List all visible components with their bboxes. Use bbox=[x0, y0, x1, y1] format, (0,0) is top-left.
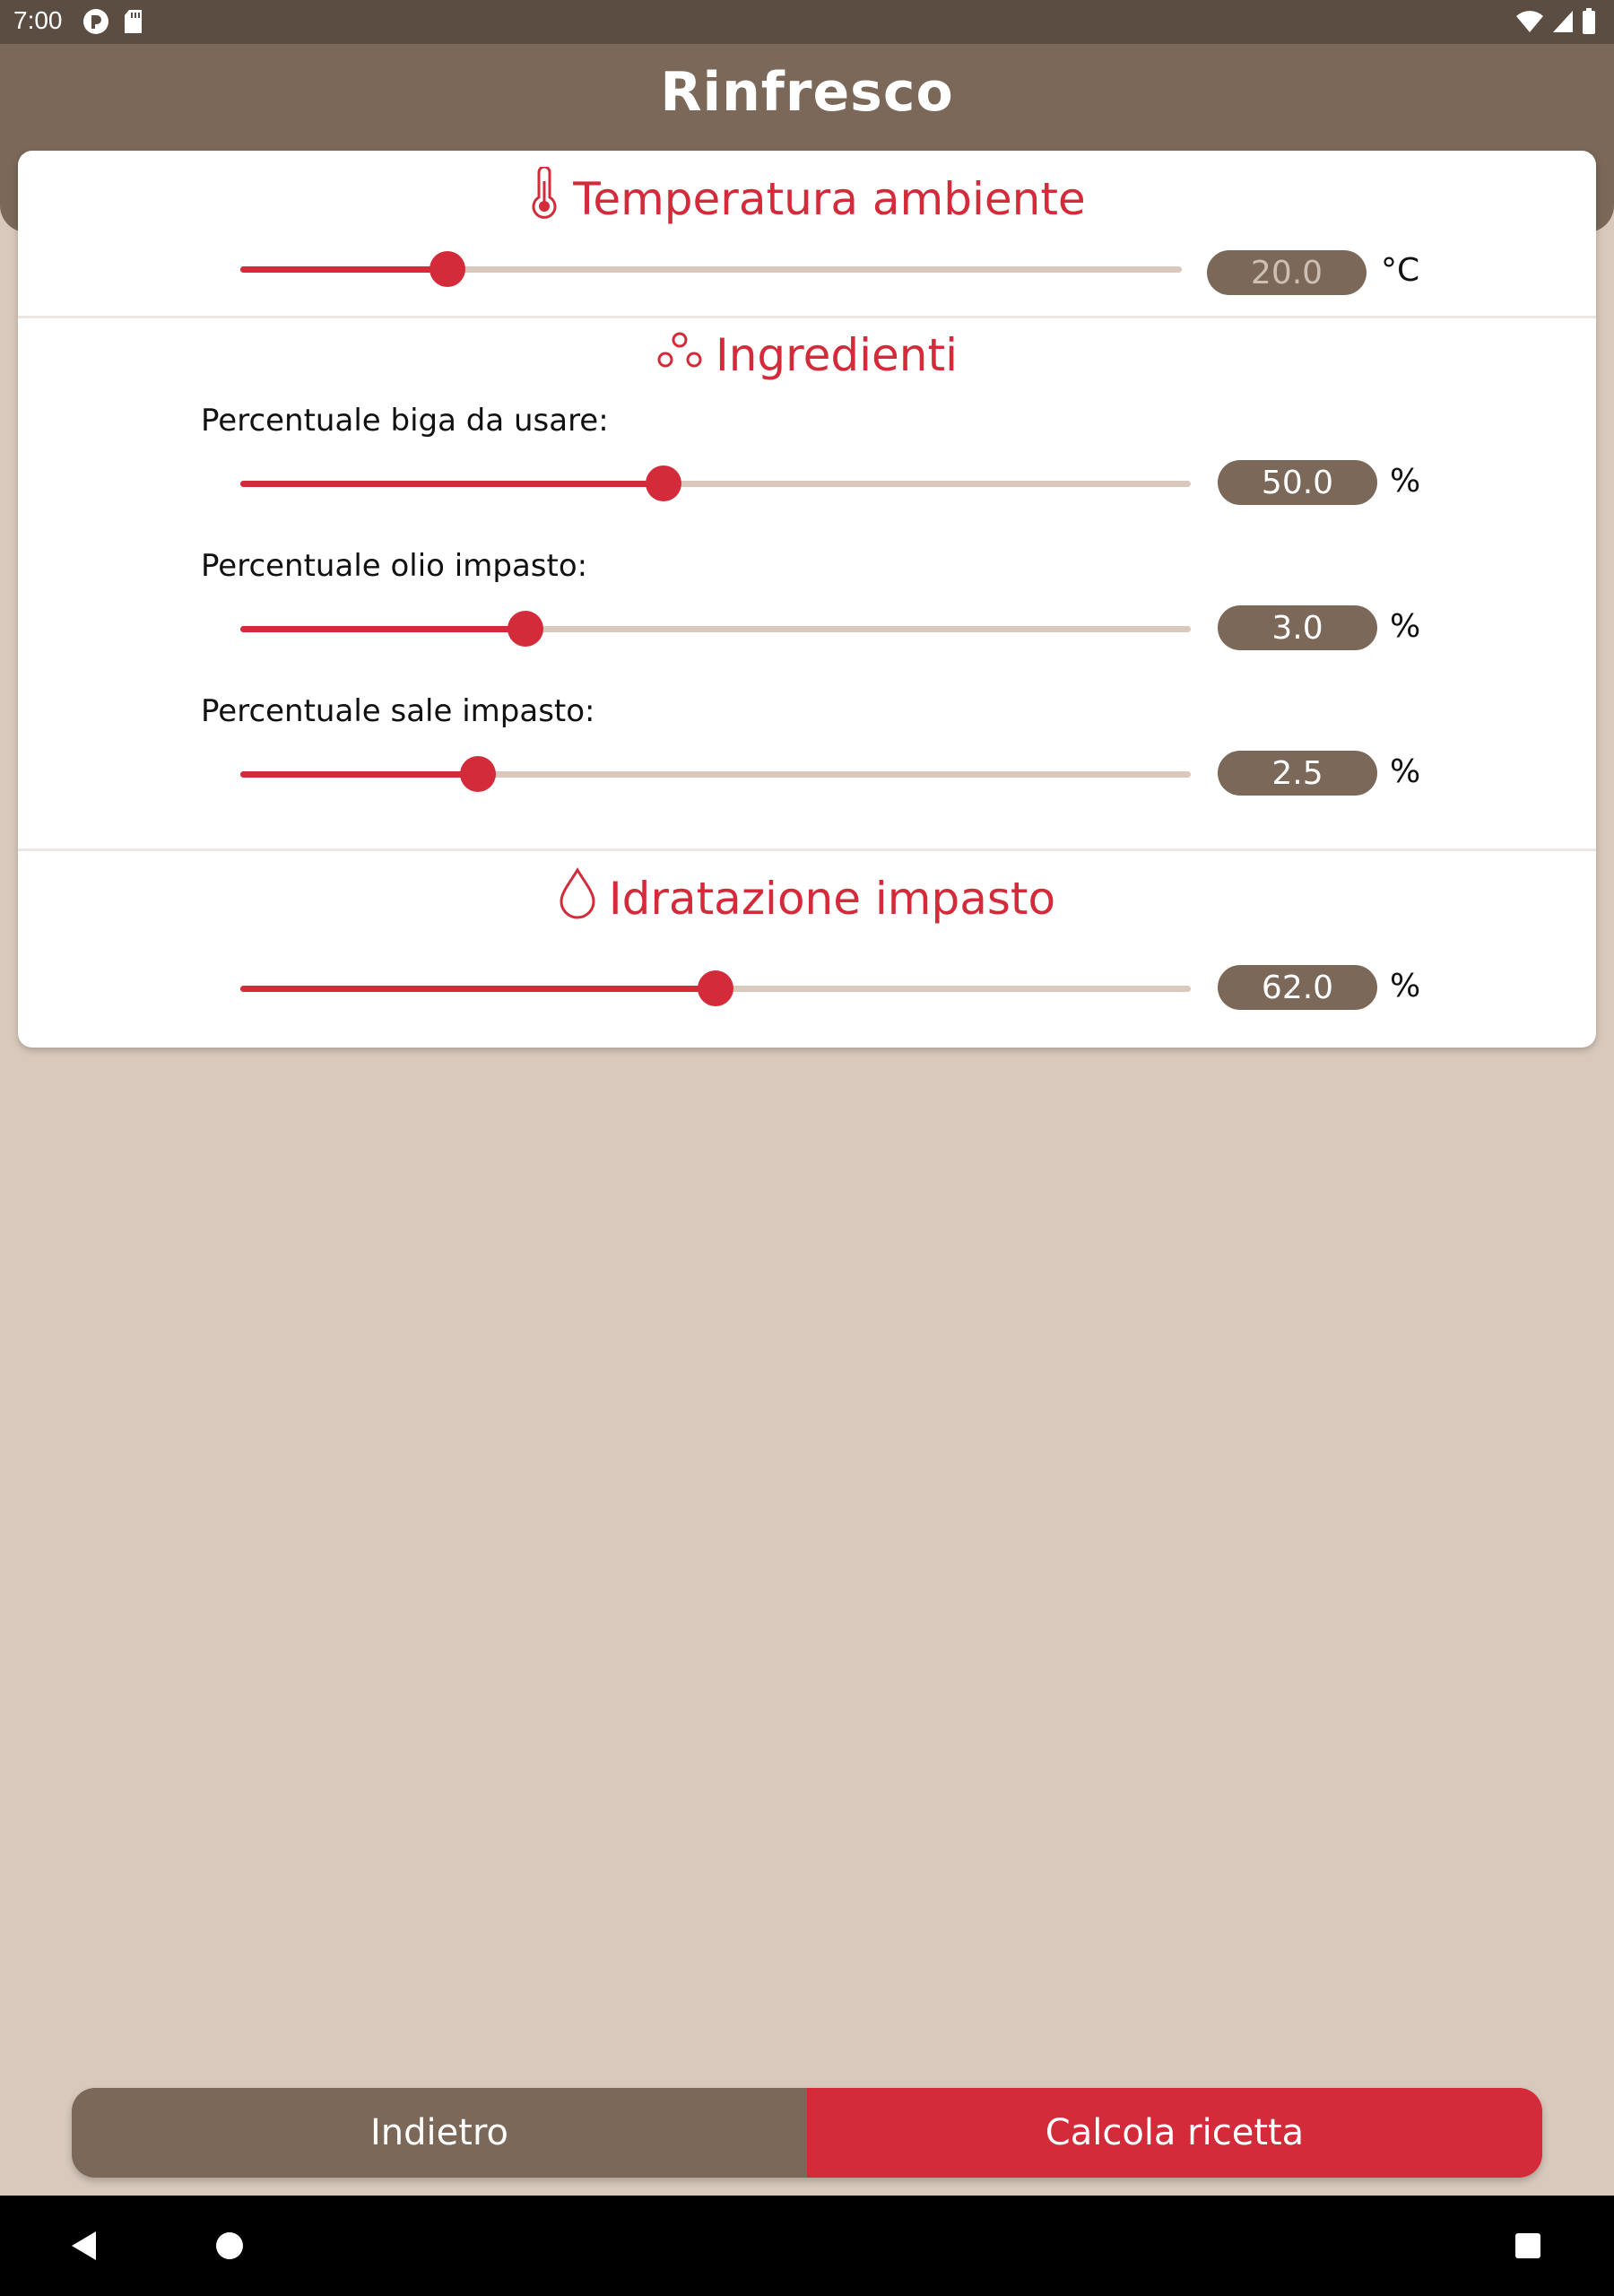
sale-slider-fill bbox=[240, 771, 478, 778]
biga-unit: % bbox=[1390, 463, 1421, 500]
ingredients-title-text: Ingredienti bbox=[716, 329, 958, 381]
temperature-slider-fill bbox=[240, 266, 447, 273]
temperature-section bbox=[18, 151, 1596, 316]
temperature-slider[interactable] bbox=[240, 266, 1182, 273]
back-icon[interactable] bbox=[48, 2196, 120, 2296]
ingredients-section bbox=[18, 316, 1596, 848]
hydration-slider-thumb[interactable] bbox=[698, 970, 733, 1006]
olio-value[interactable]: 3.0 bbox=[1218, 605, 1377, 650]
sale-label: Percentuale sale impasto: bbox=[201, 693, 595, 729]
biga-slider-fill bbox=[240, 481, 664, 487]
hydration-title bbox=[18, 867, 1596, 930]
temperature-title bbox=[18, 167, 1596, 231]
home-icon[interactable] bbox=[194, 2196, 265, 2296]
status-right-icons bbox=[1515, 8, 1596, 39]
recents-icon[interactable] bbox=[1492, 2196, 1564, 2296]
biga-value[interactable]: 50.0 bbox=[1218, 460, 1377, 505]
sale-slider-thumb[interactable] bbox=[460, 756, 496, 792]
status-left-icons bbox=[82, 8, 143, 39]
temperature-slider-thumb[interactable] bbox=[430, 251, 465, 287]
back-button[interactable]: Indietro bbox=[72, 2088, 807, 2178]
status-bar bbox=[0, 0, 1614, 44]
biga-slider[interactable] bbox=[240, 481, 1191, 487]
thermometer-icon bbox=[528, 167, 560, 231]
olio-label: Percentuale olio impasto: bbox=[201, 548, 588, 584]
signal-icon bbox=[1551, 9, 1575, 38]
dots-icon bbox=[656, 329, 703, 381]
status-time: 7:00 bbox=[13, 6, 63, 34]
page-title: Rinfresco bbox=[660, 61, 954, 124]
olio-unit: % bbox=[1390, 608, 1421, 645]
hydration-unit: % bbox=[1390, 968, 1421, 1004]
sale-unit: % bbox=[1390, 753, 1421, 790]
wifi-icon bbox=[1515, 9, 1544, 38]
drop-icon bbox=[559, 867, 596, 930]
hydration-value[interactable]: 62.0 bbox=[1218, 965, 1377, 1010]
navigation-bar bbox=[0, 2196, 1614, 2296]
bottom-button-bar bbox=[72, 2088, 1542, 2178]
hydration-title-text: Idratazione impasto bbox=[608, 873, 1056, 925]
temperature-unit: °C bbox=[1381, 252, 1420, 289]
temperature-value[interactable]: 20.0 bbox=[1207, 250, 1367, 295]
olio-slider-thumb[interactable] bbox=[508, 611, 543, 647]
calculate-button[interactable]: Calcola ricetta bbox=[807, 2088, 1542, 2178]
biga-slider-thumb[interactable] bbox=[646, 465, 681, 501]
olio-slider[interactable] bbox=[240, 626, 1191, 632]
battery-icon bbox=[1582, 8, 1596, 39]
temperature-title-text: Temperatura ambiente bbox=[573, 173, 1086, 225]
notification-icon bbox=[82, 8, 109, 39]
ingredients-title bbox=[18, 329, 1596, 381]
sale-slider[interactable] bbox=[240, 771, 1191, 778]
sale-value[interactable]: 2.5 bbox=[1218, 751, 1377, 796]
biga-label: Percentuale biga da usare: bbox=[201, 403, 609, 439]
settings-card bbox=[18, 151, 1596, 1048]
hydration-slider[interactable] bbox=[240, 986, 1191, 992]
hydration-section bbox=[18, 848, 1596, 1048]
olio-slider-fill bbox=[240, 626, 525, 632]
hydration-slider-fill bbox=[240, 986, 716, 992]
sd-card-icon bbox=[124, 9, 143, 38]
